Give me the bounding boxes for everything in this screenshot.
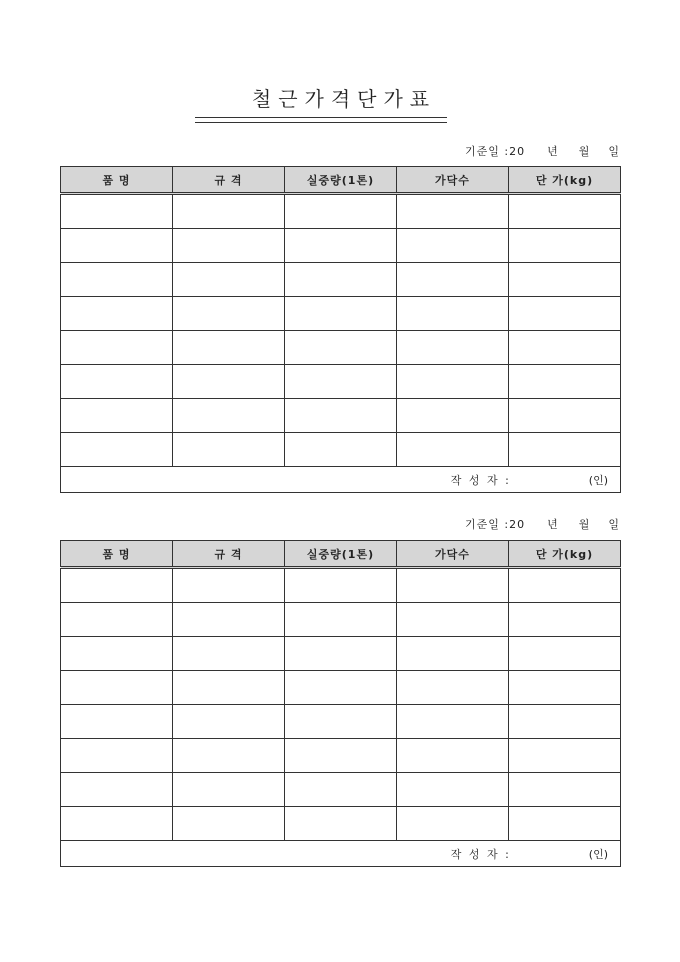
table-cell[interactable] [285,229,397,263]
date-day: 일 [608,145,620,158]
table-cell[interactable] [509,365,621,399]
table-cell[interactable] [509,297,621,331]
table-row [61,705,621,739]
table-cell[interactable] [61,807,173,841]
table-cell[interactable] [285,194,397,229]
table-cell[interactable] [61,399,173,433]
footer-row [61,467,621,493]
table-cell[interactable] [61,773,173,807]
table-cell[interactable] [173,263,285,297]
table-cell[interactable] [61,637,173,671]
table-cell[interactable] [397,807,509,841]
table-cell[interactable] [61,331,173,365]
col-header-spec: 규 격 [173,167,285,194]
table-cell[interactable] [173,568,285,603]
table-cell[interactable] [509,637,621,671]
table-cell[interactable] [61,194,173,229]
table-cell[interactable] [285,331,397,365]
table-cell[interactable] [61,739,173,773]
table-cell[interactable] [509,773,621,807]
date-year: 년 [547,518,559,531]
title-double-underline [195,117,447,123]
table-cell[interactable] [173,399,285,433]
table-cell[interactable] [61,263,173,297]
table-cell[interactable] [397,194,509,229]
table-cell[interactable] [509,399,621,433]
table-row [61,637,621,671]
table-cell[interactable] [285,739,397,773]
price-table-2 [60,540,621,867]
table-cell[interactable] [61,297,173,331]
table-cell[interactable] [61,671,173,705]
table-row [61,568,621,603]
table-cell[interactable] [397,671,509,705]
table-row [61,229,621,263]
title-block [0,86,680,115]
table-cell[interactable] [173,739,285,773]
table-cell[interactable] [173,705,285,739]
col-header-unit-price: 단 가(kg) [509,167,621,194]
table-cell[interactable] [173,807,285,841]
date-line-1 [0,145,620,159]
header-row [61,167,621,194]
table-cell[interactable] [285,671,397,705]
date-prefix: 기준일 :20 [465,145,526,158]
table-cell[interactable] [285,705,397,739]
table-body [61,194,621,493]
table-cell[interactable] [397,331,509,365]
header-row [61,541,621,568]
table-cell[interactable] [509,568,621,603]
table-row [61,194,621,229]
col-header-name: 품 명 [61,541,173,568]
table-cell[interactable] [285,297,397,331]
date-month: 월 [578,145,591,158]
table-row [61,331,621,365]
table-cell[interactable] [397,773,509,807]
table-cell[interactable] [397,297,509,331]
table-row [61,807,621,841]
price-table-1 [60,166,621,493]
table-cell[interactable] [173,671,285,705]
stamp-label: (인) [588,847,608,861]
col-header-count: 가닥수 [397,167,509,194]
table-cell[interactable] [397,365,509,399]
author-cell[interactable] [61,841,621,867]
table-cell[interactable] [173,331,285,365]
table-cell[interactable] [173,433,285,467]
footer-row [61,841,621,867]
table-row [61,399,621,433]
table-cell[interactable] [61,568,173,603]
page-title: 철근가격단가표 [251,87,437,111]
table-cell[interactable] [173,194,285,229]
table-cell[interactable] [509,433,621,467]
table-cell[interactable] [285,433,397,467]
table-cell[interactable] [509,705,621,739]
table-cell[interactable] [285,365,397,399]
table-cell[interactable] [61,365,173,399]
table-cell[interactable] [61,705,173,739]
table-cell[interactable] [285,263,397,297]
date-year: 년 [547,145,559,158]
table-cell[interactable] [397,229,509,263]
table-cell[interactable] [509,263,621,297]
table-cell[interactable] [509,671,621,705]
author-label: 작 성 자 : [450,473,511,487]
table-cell[interactable] [509,807,621,841]
table-cell[interactable] [285,807,397,841]
table-row [61,263,621,297]
table-cell[interactable] [509,194,621,229]
col-header-count: 가닥수 [397,541,509,568]
table-cell[interactable] [173,773,285,807]
table-cell[interactable] [173,229,285,263]
col-header-name: 품 명 [61,167,173,194]
table-cell[interactable] [397,637,509,671]
stamp-label: (인) [588,473,608,487]
author-cell[interactable] [61,467,621,493]
table-row [61,603,621,637]
table-cell[interactable] [509,739,621,773]
date-line-2 [0,518,620,532]
table-cell[interactable] [61,603,173,637]
table-cell[interactable] [397,739,509,773]
table-row [61,671,621,705]
col-header-spec: 규 격 [173,541,285,568]
table-cell[interactable] [285,568,397,603]
table-cell[interactable] [285,773,397,807]
table-row [61,739,621,773]
table-cell[interactable] [61,229,173,263]
table-cell[interactable] [397,263,509,297]
date-month: 월 [578,518,591,531]
table-row [61,773,621,807]
date-day: 일 [608,518,620,531]
table-cell[interactable] [509,229,621,263]
date-prefix: 기준일 :20 [465,518,526,531]
table-cell[interactable] [285,399,397,433]
table-cell[interactable] [397,568,509,603]
table-cell[interactable] [285,603,397,637]
table-cell[interactable] [173,637,285,671]
table-cell[interactable] [397,603,509,637]
col-header-weight: 실중량(1톤) [285,541,397,568]
table-cell[interactable] [509,603,621,637]
table-cell[interactable] [173,297,285,331]
author-label: 작 성 자 : [450,847,511,861]
table-cell[interactable] [285,637,397,671]
table-cell[interactable] [397,705,509,739]
table-row [61,433,621,467]
col-header-weight: 실중량(1톤) [285,167,397,194]
table-cell[interactable] [509,331,621,365]
table-cell[interactable] [173,603,285,637]
table-row [61,365,621,399]
table-cell[interactable] [397,433,509,467]
table-body [61,568,621,867]
table-row [61,297,621,331]
table-cell[interactable] [397,399,509,433]
table-cell[interactable] [61,433,173,467]
table-cell[interactable] [173,365,285,399]
col-header-unit-price: 단 가(kg) [509,541,621,568]
